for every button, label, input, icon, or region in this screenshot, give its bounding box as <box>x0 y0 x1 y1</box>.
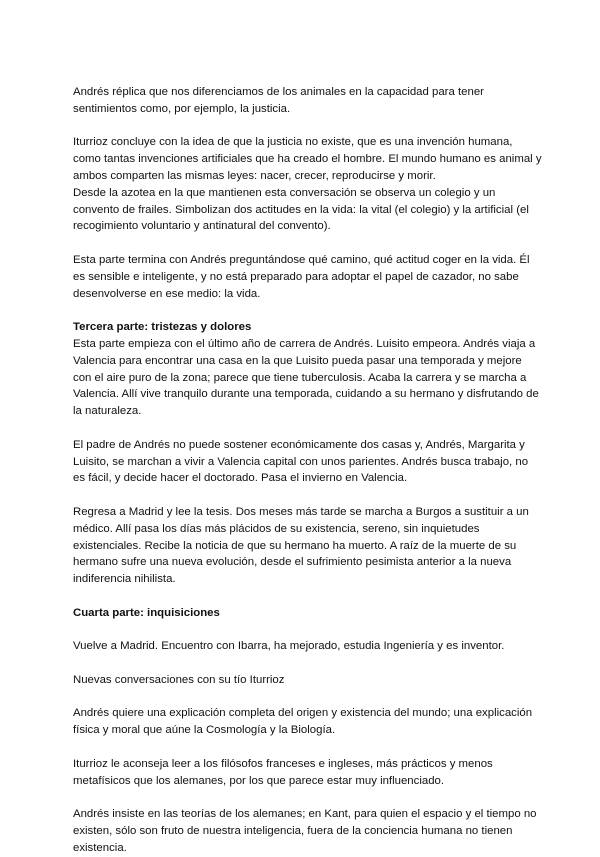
paragraph-spacer <box>73 739 543 756</box>
paragraph-spacer <box>73 420 543 437</box>
paragraph: Esta parte empieza con el último año de carrera de Andrés. Luisito empeora. Andrés viaja a Valencia para encontrar una casa en la que Luisito pueda pasar una temporada y mejore con el aire puro de la zona; parece que tiene tuberculosis. Acaba la carrera y se marcha a Valencia. Allí vive tranquilo durante una temporada, cuidando a su hermano y disfrutando de la naturaleza. <box>73 337 539 418</box>
paragraph: Iturrioz concluye con la idea de que la justicia no existe, que es una invención humana, como tantas invenciones artificiales que ha creado el hombre. El mundo humano es animal y ambos comparten las mismas leyes: nacer, crecer, reproducirse y morir. <box>73 136 542 182</box>
paragraph: Regresa a Madrid y lee la tesis. Dos meses más tarde se marcha a Burgos a sustituir a un médico. Allí pasa los días más plácidos de su existencia, sereno, sin inquietudes existenciales. Recibe la noticia de que su hermano ha muerto. A raíz de la muerte de su hermano sufre una nueva evolución, desde el sufrimiento pesimista anterior a la nueva indiferencia nihilista. <box>73 505 529 586</box>
paragraph: Vuelve a Madrid. Encuentro con Ibarra, ha mejorado, estudia Ingeniería y es inventor. <box>73 640 505 653</box>
paragraph-spacer <box>73 689 543 706</box>
paragraph-spacer <box>73 302 543 319</box>
paragraph-spacer <box>73 622 543 639</box>
section-heading: Cuarta parte: inquisiciones <box>73 606 220 619</box>
paragraph-spacer <box>73 235 543 252</box>
paragraph: Desde la azotea en la que mantienen esta conversación se observa un colegio y un convento de frailes. Simbolizan dos actitudes en la vida: la vital (el colegio) y la artificial (el recogimiento voluntario y antinatural del convento). <box>73 186 529 233</box>
paragraph: Iturrioz le aconseja leer a los filósofos franceses e ingleses, más prácticos y menos metafísicos que los alemanes, por los que parece estar muy influenciado. <box>73 757 493 787</box>
paragraph: Andrés réplica que nos diferenciamos de los animales en la capacidad para tener sentimientos como, por ejemplo, la justicia. <box>73 86 484 115</box>
paragraph-spacer <box>73 118 543 135</box>
paragraph: El padre de Andrés no puede sostener económicamente dos casas y, Andrés, Margarita y Luisito, se marchan a vivir a Valencia capital con unos parientes. Andrés busca trabajo, no es fácil, y decide hacer el doctorado. Pasa el invierno en Valencia. <box>73 438 529 485</box>
paragraph-spacer <box>73 789 543 806</box>
paragraph: Esta parte termina con Andrés preguntándose qué camino, qué actitud coger en la vida. Él es sensible e inteligente, y no está preparado para adoptar el papel de cazador, no sabe desenvolverse en ese medio: la vida. <box>73 253 530 300</box>
paragraph-spacer <box>73 487 543 504</box>
paragraph: Andrés quiere una explicación completa del origen y existencia del mundo; una explicación física y moral que aúne la Cosmología y la Biología. <box>73 707 533 737</box>
paragraph: Nuevas conversaciones con su tío Iturrioz <box>73 673 285 686</box>
document-page <box>73 84 543 857</box>
paragraph-spacer <box>73 655 543 672</box>
section-heading: Tercera parte: tristezas y dolores <box>73 321 252 334</box>
paragraph: Andrés insiste en las teorías de los alemanes; en Kant, para quien el espacio y el tiempo no existen, sólo son fruto de nuestra inteligencia, fuera de la conciencia humana no tienen existencia. <box>73 808 537 854</box>
paragraph-spacer <box>73 588 543 605</box>
